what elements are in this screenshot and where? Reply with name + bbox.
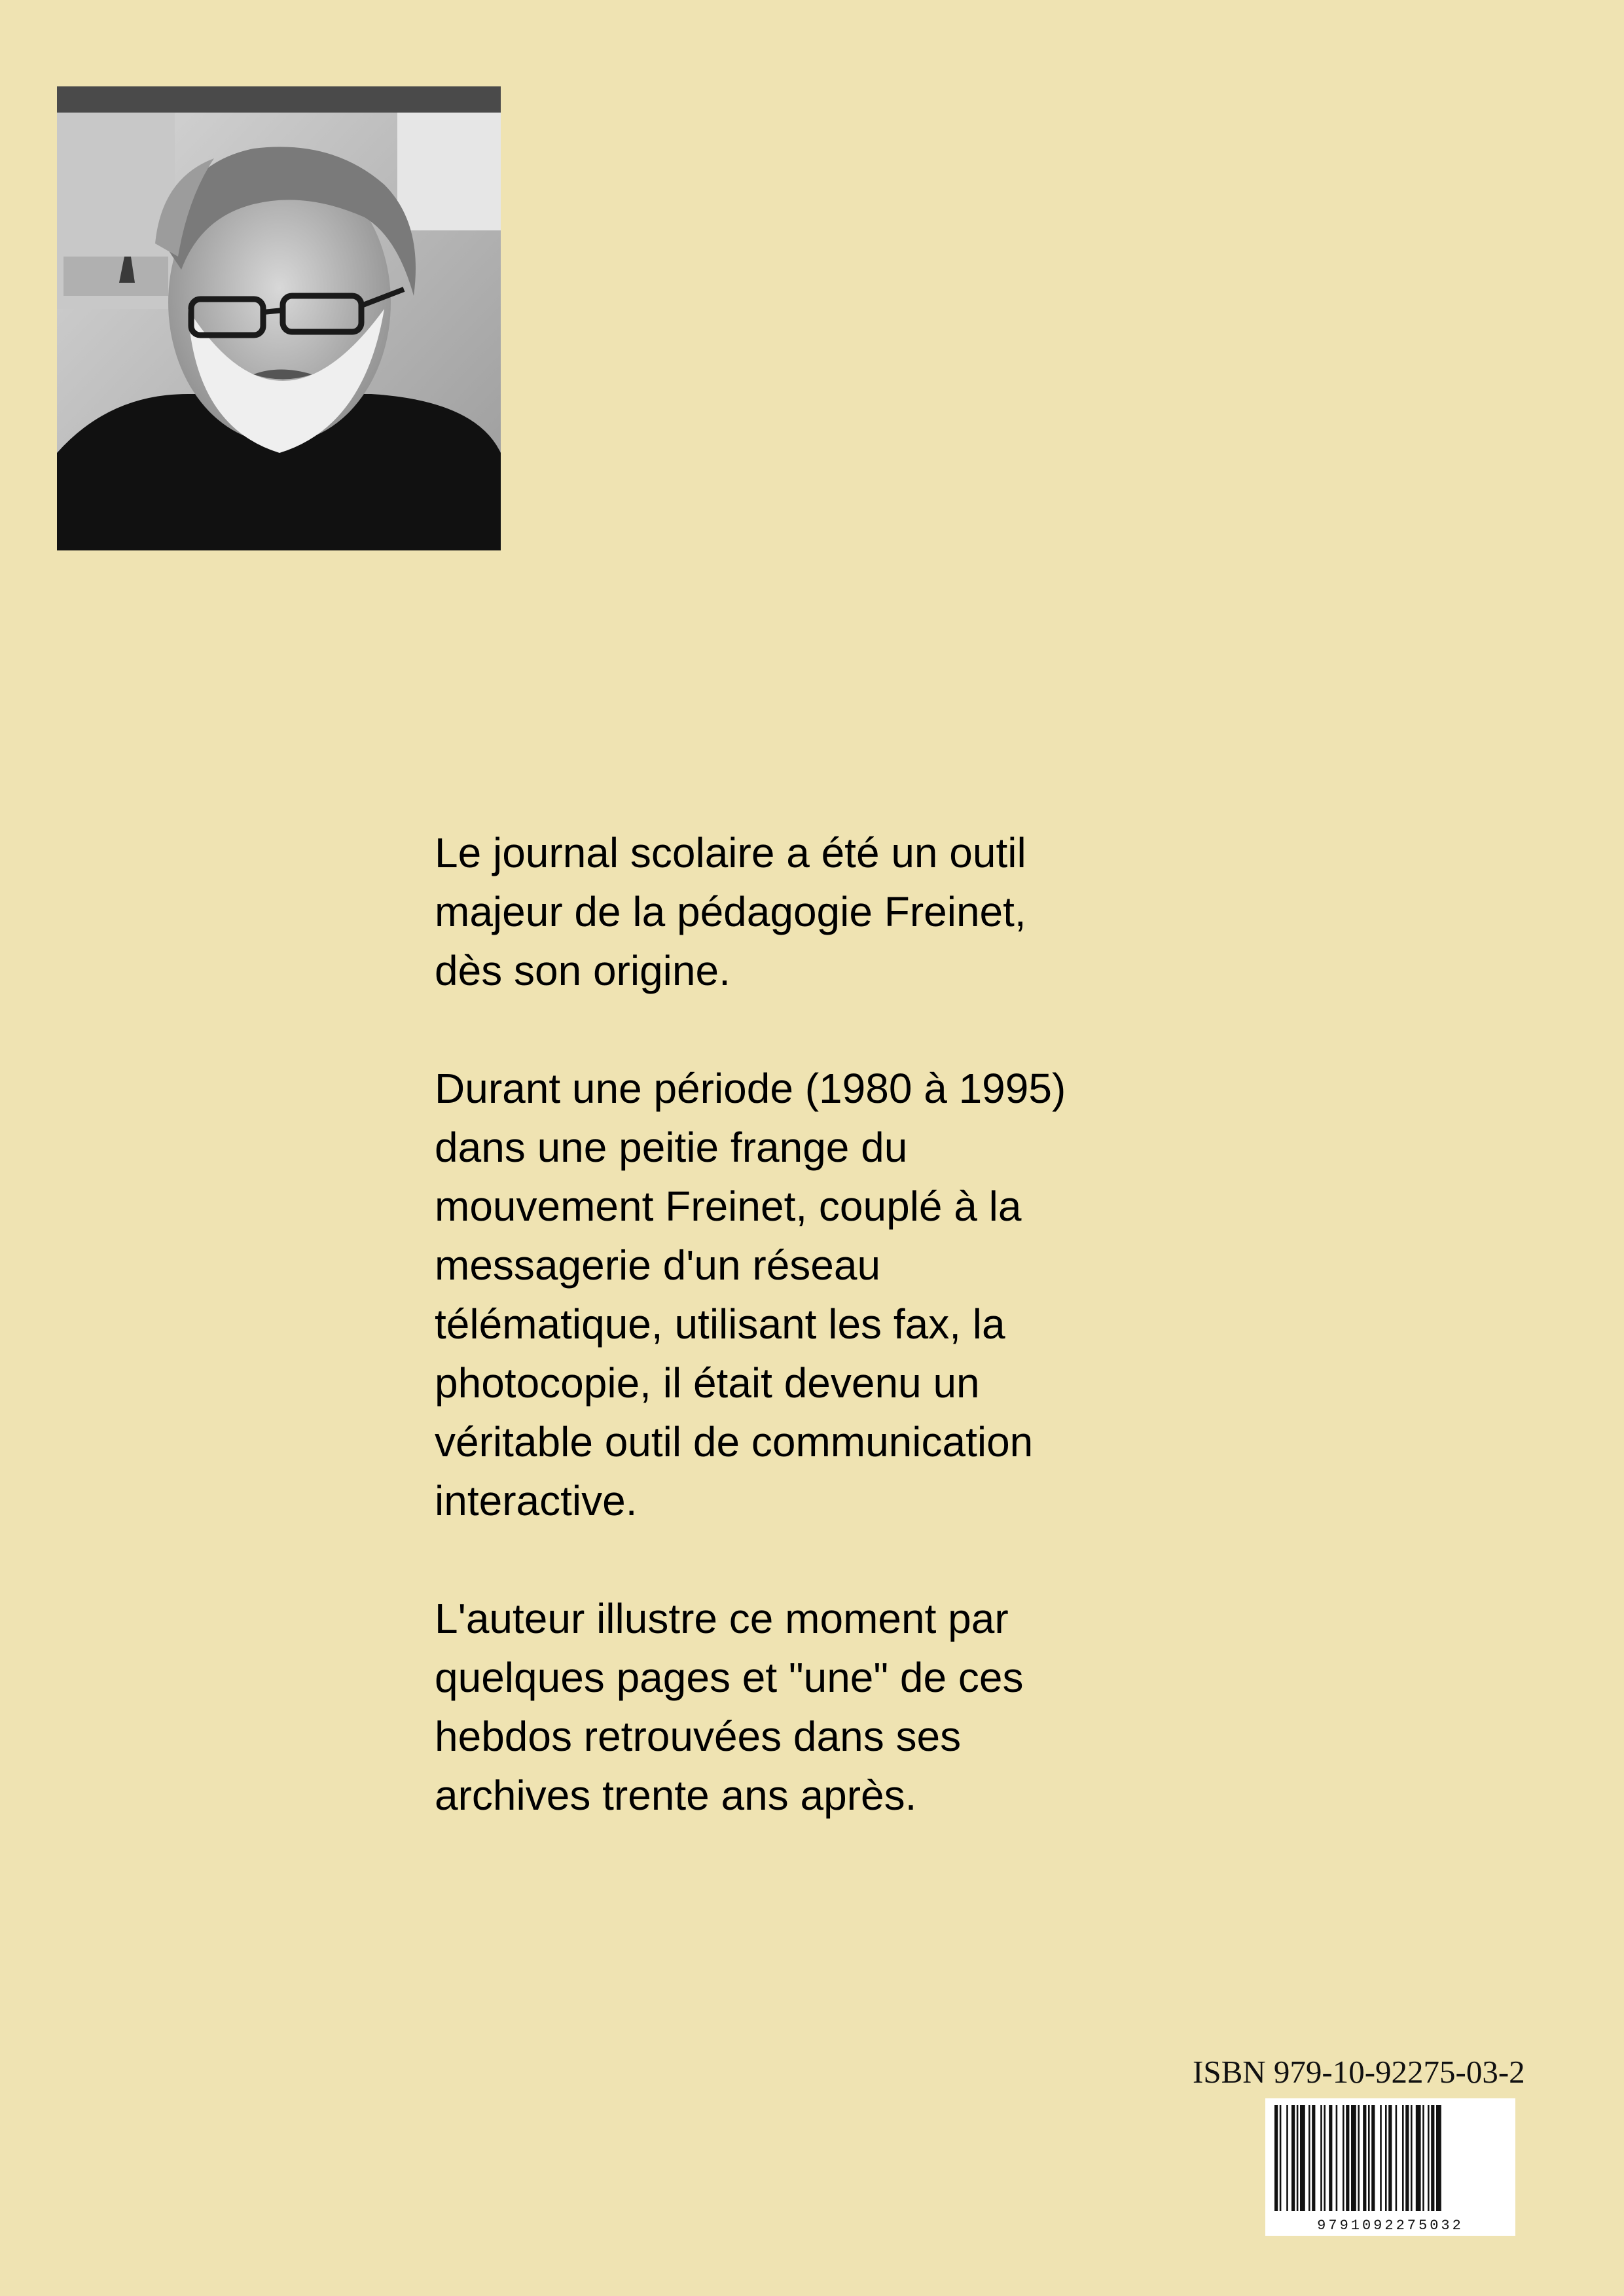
barcode-bar xyxy=(1300,2105,1305,2211)
blurb-line: hebdos retrouvées dans ses xyxy=(435,1713,962,1760)
back-cover-blurb xyxy=(435,823,1259,1884)
barcode-bar xyxy=(1308,2105,1310,2211)
barcode-bar xyxy=(1380,2105,1382,2211)
barcode-bar xyxy=(1274,2105,1278,2211)
barcode-bar xyxy=(1291,2105,1295,2211)
barcode-bars xyxy=(1274,2105,1441,2211)
barcode-bar xyxy=(1363,2105,1366,2211)
blurb-line: dès son origine. xyxy=(435,947,731,994)
barcode-bar xyxy=(1385,2105,1387,2211)
blurb-line: Durant une période (1980 à 1995) xyxy=(435,1065,1066,1112)
isbn-barcode xyxy=(1265,2098,1515,2236)
barcode-bar xyxy=(1402,2105,1404,2211)
barcode-bar xyxy=(1346,2105,1349,2211)
blurb-paragraph-2 xyxy=(435,1059,1259,1530)
barcode-bar xyxy=(1329,2105,1332,2211)
barcode-bar xyxy=(1428,2105,1430,2211)
author-photo xyxy=(57,86,501,550)
barcode-bar xyxy=(1312,2105,1315,2211)
blurb-line: interactive. xyxy=(435,1477,638,1524)
barcode-bar xyxy=(1358,2105,1360,2211)
blurb-line: véritable outil de communication xyxy=(435,1418,1034,1465)
blurb-line: quelques pages et "une" de ces xyxy=(435,1654,1024,1701)
isbn-label: ISBN 979-10-92275-03-2 xyxy=(1193,2054,1525,2090)
blurb-line: télématique, utilisant les fax, la xyxy=(435,1300,1005,1348)
blurb-line: Le journal scolaire a été un outil xyxy=(435,829,1026,876)
blurb-line: archives trente ans après. xyxy=(435,1772,917,1819)
blurb-line: L'auteur illustre ce moment par xyxy=(435,1595,1009,1642)
blurb-line: photocopie, il était devenu un xyxy=(435,1359,980,1407)
blurb-paragraph-1 xyxy=(435,823,1259,1000)
barcode-bar xyxy=(1396,2105,1398,2211)
barcode-bar xyxy=(1368,2105,1370,2211)
barcode-bar xyxy=(1422,2105,1424,2211)
barcode-bar xyxy=(1405,2105,1409,2211)
barcode-bar xyxy=(1411,2105,1413,2211)
blurb-line: majeur de la pédagogie Freinet, xyxy=(435,888,1026,935)
barcode-bar xyxy=(1416,2105,1421,2211)
blurb-line: mouvement Freinet, couplé à la xyxy=(435,1183,1022,1230)
barcode-bar xyxy=(1297,2105,1299,2211)
barcode-bar xyxy=(1320,2105,1322,2211)
blurb-line: messagerie d'un réseau xyxy=(435,1242,881,1289)
barcode-bar xyxy=(1286,2105,1288,2211)
barcode-bar xyxy=(1336,2105,1338,2211)
barcode-bar xyxy=(1388,2105,1392,2211)
barcode-bar xyxy=(1436,2105,1441,2211)
barcode-bar xyxy=(1371,2105,1375,2211)
blurb-paragraph-3 xyxy=(435,1589,1259,1825)
barcode-bar xyxy=(1324,2105,1326,2211)
barcode-bar xyxy=(1431,2105,1434,2211)
barcode-bar xyxy=(1351,2105,1356,2211)
barcode-bar xyxy=(1343,2105,1344,2211)
barcode-digits: 9791092275032 xyxy=(1317,2217,1464,2234)
blurb-line: dans une peitie frange du xyxy=(435,1124,908,1171)
barcode-bar xyxy=(1280,2105,1282,2211)
